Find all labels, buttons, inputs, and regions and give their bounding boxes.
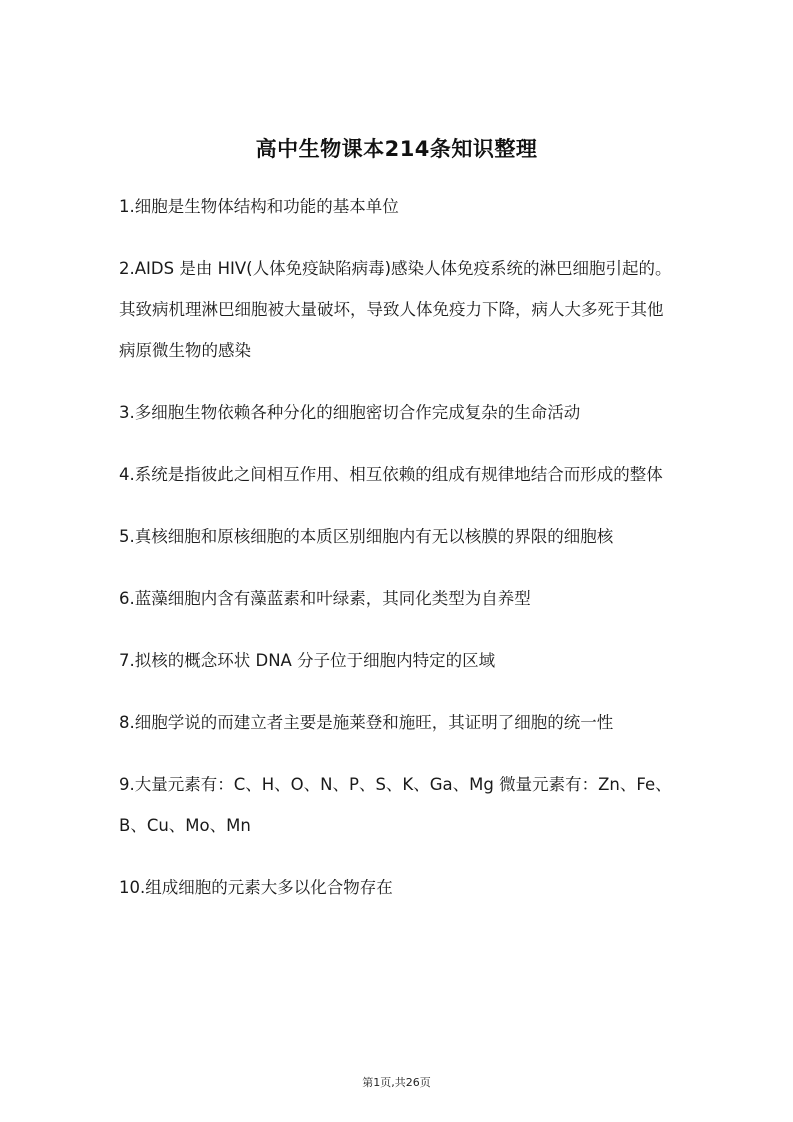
list-item: 5.真核细胞和原核细胞的本质区别细胞内有无以核膜的界限的细胞核 bbox=[119, 527, 614, 546]
page-footer: 第1页,共26页 bbox=[362, 1076, 431, 1089]
list-item: 4.系统是指彼此之间相互作用、相互依赖的组成有规律地结合而形成的整体 bbox=[119, 465, 663, 484]
list-item: 1.细胞是生物体结构和功能的基本单位 bbox=[119, 197, 399, 216]
list-item: 9.大量元素有：C、H、O、N、P、S、K、Ga、Mg 微量元素有：Zn、Fe、B、Cu、Mo、Mn bbox=[119, 775, 672, 835]
list-item: 3.多细胞生物依赖各种分化的细胞密切合作完成复杂的生命活动 bbox=[119, 403, 581, 422]
list-item: 6.蓝藻细胞内含有藻蓝素和叶绿素，其同化类型为自养型 bbox=[119, 589, 531, 608]
list-item: 2.AIDS 是由 HIV(人体免疫缺陷病毒)感染人体免疫系统的淋巴细胞引起的。其致病机理淋巴细胞被大量破坏，导致人体免疫力下降，病人大多死于其他病原微生物的感染 bbox=[119, 259, 672, 360]
list-item: 8.细胞学说的而建立者主要是施莱登和施旺，其证明了细胞的统一性 bbox=[119, 713, 614, 732]
knowledge-list bbox=[119, 186, 677, 929]
list-item: 10.组成细胞的元素大多以化合物存在 bbox=[119, 878, 393, 897]
list-item: 7.拟核的概念环状 DNA 分子位于细胞内特定的区域 bbox=[119, 651, 496, 670]
document-title: 高中生物课本214条知识整理 bbox=[255, 137, 538, 161]
